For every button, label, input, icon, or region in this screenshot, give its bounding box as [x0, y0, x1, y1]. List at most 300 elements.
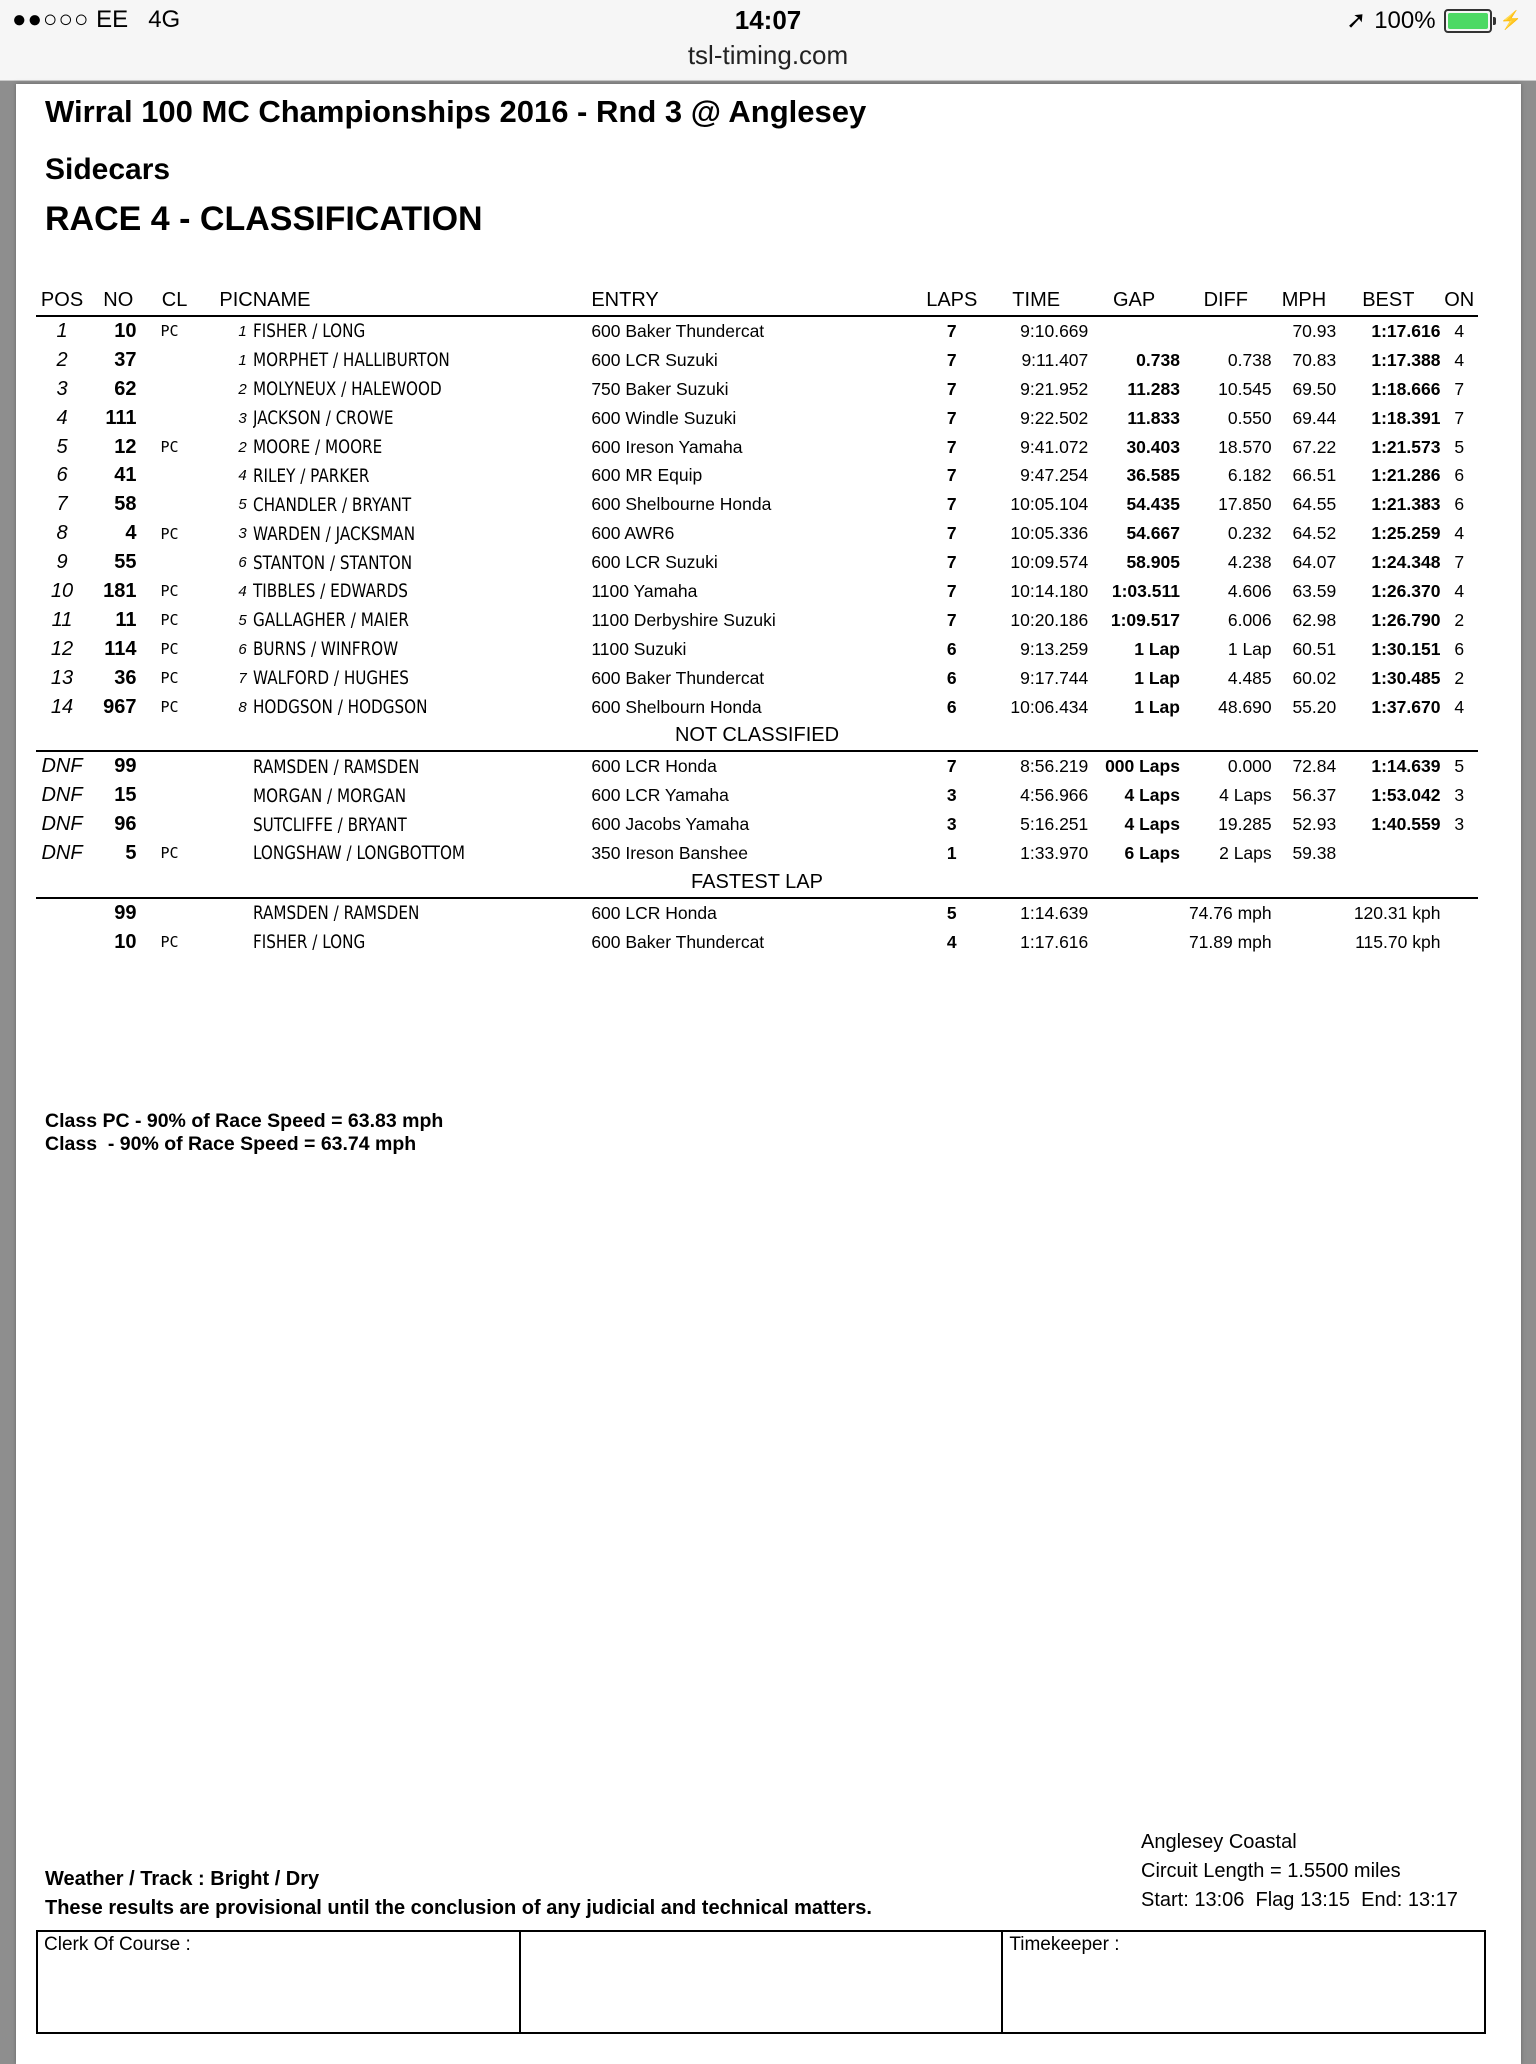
col-header-laps: LAPS — [920, 285, 985, 316]
cell-best-on-lap: 4 — [1454, 523, 1465, 544]
cell-pos: DNF — [41, 784, 83, 807]
cell-diff: 4.238 — [1227, 552, 1272, 573]
cell-gap: 6 Laps — [1124, 842, 1180, 863]
cell-time: 10:14.180 — [1010, 580, 1089, 601]
cell-laps: 7 — [946, 320, 957, 341]
cell-class: PC — [160, 582, 179, 601]
cell-pos: 6 — [56, 464, 68, 487]
cell-gap: 1 Lap — [1134, 638, 1180, 659]
circuit-length: Circuit Length = 1.5500 miles — [1141, 1860, 1401, 1882]
cell-pos: 13 — [50, 666, 74, 689]
cell-laps: 7 — [946, 407, 957, 428]
cell-best-on-lap: 4 — [1454, 320, 1465, 341]
cell-best-on-lap: 7 — [1454, 552, 1465, 573]
cell-gap: 11.833 — [1127, 407, 1180, 428]
cell-gap: 1:09.517 — [1110, 609, 1180, 630]
cell-gap: 54.435 — [1126, 494, 1180, 515]
cell-number: 41 — [114, 464, 137, 487]
cell-pos: 4 — [56, 406, 68, 429]
cell-pos: 2 — [56, 348, 68, 371]
cell-best: 1:26.370 — [1371, 580, 1441, 601]
cell-pos: DNF — [41, 841, 83, 864]
cell-class: PC — [160, 611, 179, 630]
cell-laps: 6 — [946, 638, 957, 659]
cell-gap: 11.283 — [1127, 378, 1180, 399]
cell-laps: 7 — [946, 552, 957, 573]
cell-mph: 70.83 — [1292, 349, 1337, 370]
cell-mph: 60.02 — [1292, 667, 1337, 688]
not-classified-label: NOT CLASSIFIED — [36, 721, 1478, 751]
cell-pic: 6 — [238, 554, 247, 572]
cell-pos: 11 — [51, 608, 73, 631]
cell-number: 15 — [114, 784, 137, 807]
cell-class — [149, 781, 201, 810]
cell-time: 10:09.574 — [1010, 552, 1089, 573]
cell-entry: 350 Ireson Banshee — [591, 842, 748, 863]
cell-entry: 600 Ireson Yamaha — [591, 436, 743, 457]
cell-number: 96 — [114, 813, 137, 836]
cell-name: WARDEN / JACKSMAN — [252, 522, 415, 545]
cell-mph: 64.07 — [1292, 552, 1337, 573]
col-header-pos: POS — [36, 285, 88, 316]
col-header-pic: PIC — [201, 285, 253, 316]
cell-entry: 600 LCR Honda — [591, 756, 717, 777]
cell-pos: 10 — [50, 579, 74, 602]
cell-best-on-lap: 2 — [1454, 667, 1465, 688]
cell-number: 4 — [125, 522, 137, 545]
cell-pic — [201, 781, 253, 810]
cell-pic: 2 — [238, 380, 247, 398]
col-header-mph: MPH — [1272, 285, 1337, 316]
cell-mph: 64.52 — [1292, 523, 1337, 544]
cell-class: PC — [160, 640, 179, 659]
table-row — [36, 839, 1478, 868]
cell-pic: 1 — [238, 351, 247, 369]
cell-name: RILEY / PARKER — [252, 464, 370, 487]
cell-pic: 6 — [238, 640, 247, 658]
cell-gap: 1 Lap — [1134, 667, 1180, 688]
cell-pos: DNF — [41, 755, 83, 778]
cell-laps: 7 — [946, 378, 957, 399]
cell-time: 10:05.104 — [1010, 494, 1089, 515]
cell-entry: 1100 Derbyshire Suzuki — [591, 609, 776, 630]
cell-entry: 600 Baker Thundercat — [591, 667, 765, 688]
cell-pic — [201, 839, 253, 868]
cell-pic: 5 — [238, 611, 247, 629]
cell-best-on-lap: 6 — [1454, 494, 1465, 515]
cell-pic: 7 — [238, 669, 247, 687]
cell-laps: 7 — [946, 465, 957, 486]
cell-laps: 7 — [946, 349, 957, 370]
cell-gap: 30.403 — [1126, 436, 1180, 457]
cell-gap: 54.667 — [1126, 523, 1180, 544]
cell-mph: 55.20 — [1292, 696, 1337, 717]
cell-laps: 7 — [946, 523, 957, 544]
cell-number: 99 — [114, 755, 137, 778]
fastest-lap-row — [36, 928, 1478, 957]
battery-percent: 100% — [1374, 6, 1436, 34]
cell-pic — [201, 751, 253, 781]
cell-fastest-lap: 5 — [946, 902, 957, 923]
status-right — [1346, 6, 1522, 35]
cell-time: 10:20.186 — [1010, 609, 1089, 630]
table-row — [36, 548, 1478, 577]
not-classified-rows — [36, 751, 1478, 868]
cell-fastest-mph: 71.89 mph — [1188, 931, 1272, 952]
class-notes — [45, 1110, 443, 1156]
not-classified-divider — [36, 721, 1478, 751]
cell-best: 1:21.573 — [1371, 436, 1441, 457]
cell-number: 58 — [114, 493, 137, 516]
charging-bolt-icon: ⚡ — [1499, 10, 1522, 30]
cell-diff: 4.606 — [1227, 580, 1272, 601]
fastest-lap-rows — [36, 898, 1478, 957]
clock: 14:07 — [734, 5, 802, 35]
table-row — [36, 519, 1478, 548]
cell-class — [149, 490, 201, 519]
cell-pos: 5 — [56, 435, 68, 458]
cell-time: 9:47.254 — [1020, 465, 1089, 486]
table-row — [36, 433, 1478, 462]
cell-class: PC — [160, 322, 179, 341]
cell-fastest-time: 1:14.639 — [1020, 902, 1089, 923]
table-row — [36, 461, 1478, 490]
cell-number: 114 — [104, 637, 137, 660]
cell-class — [149, 810, 201, 839]
col-header-entry: ENTRY — [591, 285, 919, 316]
cell-name: RAMSDEN / RAMSDEN — [252, 755, 420, 778]
cell-name: GALLAGHER / MAIER — [252, 609, 409, 632]
race-times: Start: 13:06 Flag 13:15 End: 13:17 — [1141, 1889, 1458, 1911]
cell-gap: 000 Laps — [1105, 756, 1180, 777]
cell-entry: 600 LCR Suzuki — [591, 349, 718, 370]
cell-name: MOORE / MOORE — [252, 436, 382, 458]
cell-diff: 10.545 — [1218, 378, 1272, 399]
table-row — [36, 693, 1478, 722]
cell-diff: 4 Laps — [1219, 785, 1272, 806]
cell-name: HODGSON / HODGSON — [252, 696, 428, 719]
class-note-other: Class - 90% of Race Speed = 63.74 mph — [45, 1133, 417, 1155]
cell-best-on-lap: 3 — [1454, 785, 1465, 806]
cell-best — [1336, 839, 1440, 868]
cell-fastest-class: PC — [160, 933, 179, 952]
cell-number: 12 — [114, 435, 137, 458]
cell-best-on-lap: 3 — [1454, 814, 1465, 835]
cell-pic — [201, 810, 253, 839]
cell-best-on-lap: 4 — [1454, 349, 1465, 370]
cell-fastest-mph: 74.76 mph — [1188, 902, 1272, 923]
cell-number: 967 — [103, 695, 137, 718]
network-label: 4G — [148, 6, 181, 33]
cell-mph: 59.38 — [1292, 842, 1337, 863]
cell-mph: 63.59 — [1292, 580, 1337, 601]
cell-best-on-lap: 6 — [1454, 465, 1465, 486]
cell-class: PC — [160, 669, 179, 688]
cell-time: 9:17.744 — [1020, 667, 1089, 688]
cell-entry: 600 MR Equip — [591, 465, 703, 486]
cell-number: 111 — [105, 406, 137, 429]
cell-time: 5:16.251 — [1020, 814, 1089, 835]
cell-pic: 1 — [238, 322, 247, 340]
cell-mph: 69.44 — [1292, 407, 1337, 428]
cell-empty — [1440, 928, 1478, 957]
cell-empty — [201, 898, 253, 928]
cell-fastest-name: FISHER / LONG — [252, 931, 366, 954]
cell-gap: 4 Laps — [1124, 785, 1180, 806]
cell-mph: 67.22 — [1292, 436, 1337, 457]
cell-diff: 2 Laps — [1219, 842, 1272, 863]
status-bar — [0, 0, 1536, 81]
cell-class: PC — [160, 524, 179, 543]
fastest-lap-row — [36, 898, 1478, 928]
cell-time: 9:10.669 — [1020, 320, 1089, 341]
cell-pos: 14 — [50, 695, 74, 718]
cell-laps: 1 — [946, 842, 957, 863]
cell-time: 10:06.434 — [1010, 696, 1089, 717]
cell-diff: 0.738 — [1227, 349, 1272, 370]
cell-mph: 70.93 — [1292, 320, 1337, 341]
cell-class: PC — [160, 438, 179, 456]
table-row — [36, 404, 1478, 433]
cell-diff: 1 Lap — [1227, 638, 1272, 659]
cell-mph: 72.84 — [1292, 756, 1337, 777]
weather-track: Weather / Track : Bright / Dry — [45, 1868, 320, 1890]
cell-pos: 7 — [56, 493, 68, 516]
col-header-best: BEST — [1336, 285, 1440, 316]
cell-entry: 1100 Yamaha — [591, 580, 698, 601]
cell-number: 36 — [114, 666, 137, 689]
cell-laps: 7 — [946, 494, 957, 515]
cell-class — [149, 404, 201, 433]
cell-empty — [1440, 898, 1478, 928]
cell-laps: 7 — [946, 436, 957, 457]
cell-best-on-lap — [1440, 839, 1478, 868]
table-row — [36, 810, 1478, 839]
table-row — [36, 490, 1478, 519]
cell-gap: 36.585 — [1126, 465, 1180, 486]
cell-gap: 4 Laps — [1124, 814, 1180, 835]
cell-entry: 750 Baker Suzuki — [591, 378, 729, 399]
cell-diff: 17.850 — [1218, 494, 1272, 515]
cell-class — [149, 548, 201, 577]
cell-time: 9:22.502 — [1020, 407, 1089, 428]
provisional-note: These results are provisional until the conclusion of any judicial and technical matters. — [45, 1897, 872, 1919]
cell-best: 1:37.670 — [1371, 696, 1441, 717]
cell-entry: 600 LCR Yamaha — [591, 785, 729, 806]
table-row — [36, 577, 1478, 606]
cell-pic: 3 — [238, 409, 247, 427]
cell-laps: 3 — [946, 814, 957, 835]
cell-best: 1:18.391 — [1371, 407, 1441, 428]
table-row — [36, 751, 1478, 781]
cell-diff: 4.485 — [1227, 667, 1272, 688]
class-note-pc: Class PC - 90% of Race Speed = 63.83 mph — [45, 1110, 444, 1132]
cell-best: 1:17.388 — [1371, 349, 1441, 370]
cell-laps: 6 — [946, 667, 957, 688]
classified-rows — [36, 316, 1478, 721]
cell-time: 1:33.970 — [1020, 842, 1089, 863]
cell-number: 11 — [115, 608, 137, 631]
cell-best: 1:21.286 — [1371, 465, 1441, 486]
cell-mph: 62.98 — [1292, 609, 1337, 630]
cell-laps: 7 — [946, 580, 957, 601]
cell-pic: 2 — [238, 438, 247, 456]
cell-number: 5 — [125, 841, 137, 864]
cell-best: 1:26.790 — [1371, 609, 1441, 630]
cell-best: 1:25.259 — [1371, 523, 1441, 544]
cell-entry: 600 Shelbourne Honda — [591, 494, 772, 515]
cell-fastest-number: 10 — [114, 930, 137, 953]
cell-fastest-name: RAMSDEN / RAMSDEN — [252, 902, 420, 925]
signature-box — [36, 1930, 1486, 2034]
col-header-name: NAME — [253, 285, 592, 316]
cell-empty — [36, 898, 88, 928]
table-row — [36, 375, 1478, 404]
table-row — [36, 635, 1478, 664]
cell-time: 8:56.219 — [1020, 756, 1089, 777]
cell-best-on-lap: 7 — [1454, 407, 1465, 428]
cell-best: 1:30.485 — [1371, 667, 1441, 688]
cell-pic: 3 — [238, 525, 247, 543]
cell-name: TIBBLES / EDWARDS — [252, 580, 408, 603]
cell-best: 1:17.616 — [1371, 320, 1441, 341]
cell-class: PC — [160, 844, 179, 863]
cell-diff: 0.000 — [1227, 756, 1272, 777]
cell-name: STANTON / STANTON — [252, 551, 412, 574]
cell-time: 10:05.336 — [1010, 523, 1089, 544]
cell-pic: 4 — [238, 582, 247, 600]
timekeeper-field: Timekeeper : — [1009, 1934, 1120, 1955]
cell-best: 1:18.666 — [1371, 378, 1441, 399]
cell-entry: 600 Windle Suzuki — [591, 407, 737, 428]
cell-class — [149, 751, 201, 781]
table-row — [36, 316, 1478, 346]
cell-diff: 18.570 — [1218, 436, 1272, 457]
cell-time: 9:11.407 — [1021, 349, 1089, 370]
cell-pos: 12 — [50, 637, 74, 660]
cell-time: 9:41.072 — [1020, 436, 1089, 457]
circuit-info — [1141, 1828, 1458, 1915]
cell-time: 9:13.259 — [1020, 638, 1089, 659]
cell-name: CHANDLER / BRYANT — [252, 493, 411, 516]
cell-gap: 1:03.511 — [1111, 580, 1180, 601]
col-header-number: NO — [88, 285, 148, 316]
cell-pos: DNF — [41, 813, 83, 836]
cell-name: MORPHET / HALLIBURTON — [252, 349, 450, 372]
cell-best: 1:24.348 — [1371, 552, 1441, 573]
cell-name: FISHER / LONG — [252, 320, 366, 343]
cell-fastest-entry: 600 Baker Thundercat — [591, 931, 765, 952]
cell-best-on-lap: 6 — [1454, 638, 1465, 659]
cell-number: 62 — [114, 377, 137, 400]
cell-best-on-lap: 4 — [1454, 580, 1465, 601]
table-row — [36, 781, 1478, 810]
cell-fastest-lap: 4 — [946, 931, 957, 952]
cell-best: 1:14.639 — [1371, 756, 1441, 777]
cell-best: 1:30.151 — [1371, 638, 1441, 659]
cell-laps: 7 — [946, 756, 957, 777]
cell-best: 1:53.042 — [1371, 785, 1441, 806]
cell-entry: 600 Baker Thundercat — [591, 320, 765, 341]
cell-number: 181 — [103, 579, 137, 602]
cell-laps: 3 — [946, 785, 957, 806]
location-arrow-icon: ➚ — [1346, 7, 1367, 34]
cell-empty — [201, 928, 253, 957]
cell-number: 37 — [114, 348, 137, 371]
results-table — [36, 285, 1478, 957]
col-header-gap: GAP — [1088, 285, 1180, 316]
cell-best-on-lap: 4 — [1454, 696, 1465, 717]
cell-name: MORGAN / MORGAN — [252, 784, 406, 807]
fastest-lap-divider — [36, 868, 1478, 898]
cell-class: PC — [160, 698, 179, 717]
cell-name: SUTCLIFFE / BRYANT — [252, 813, 407, 836]
cell-class — [149, 346, 201, 375]
cell-fastest-class — [149, 898, 201, 928]
cell-fastest-time: 1:17.616 — [1020, 931, 1089, 952]
cell-mph: 52.93 — [1292, 814, 1337, 835]
col-header-best-on-lap: ON — [1440, 285, 1478, 316]
table-row — [36, 664, 1478, 693]
cell-mph: 66.51 — [1292, 465, 1337, 486]
clerk-of-course-field: Clerk Of Course : — [38, 1932, 521, 2032]
fastest-lap-label: FASTEST LAP — [36, 868, 1478, 898]
cell-pic: 5 — [238, 496, 247, 514]
class-subtitle: Sidecars — [45, 153, 171, 186]
cell-diff: 19.285 — [1218, 814, 1272, 835]
cell-name: JACKSON / CROWE — [252, 407, 394, 430]
address-bar-url[interactable]: tsl-timing.com — [687, 40, 849, 70]
cell-number: 10 — [114, 319, 137, 342]
cell-diff: 48.690 — [1218, 696, 1272, 717]
race-heading: RACE 4 - CLASSIFICATION — [45, 200, 483, 238]
cell-entry: 600 AWR6 — [591, 523, 675, 544]
battery-icon — [1444, 9, 1492, 33]
cell-name: WALFORD / HUGHES — [252, 667, 409, 690]
cell-class — [149, 375, 201, 404]
cell-name: BURNS / WINFROW — [252, 638, 398, 661]
cell-name: LONGSHAW / LONGBOTTOM — [252, 842, 465, 865]
cell-empty — [36, 928, 88, 957]
cell-entry: 600 LCR Suzuki — [591, 552, 718, 573]
cell-pic: 8 — [238, 698, 247, 716]
cell-fastest-number: 99 — [114, 901, 137, 924]
cell-gap: 1 Lap — [1134, 696, 1180, 717]
cell-class — [149, 461, 201, 490]
signal-icon: ●●○○○ — [12, 6, 90, 33]
cell-mph: 56.37 — [1292, 785, 1337, 806]
cell-diff: 6.182 — [1227, 465, 1272, 486]
signature-blank — [521, 1932, 1004, 2032]
cell-time: 4:56.966 — [1020, 785, 1089, 806]
cell-best-on-lap: 5 — [1454, 756, 1465, 777]
cell-gap: 0.738 — [1136, 349, 1180, 370]
cell-diff — [1180, 316, 1272, 346]
cell-pos: 8 — [56, 522, 68, 545]
cell-pos: 1 — [56, 319, 68, 342]
col-header-diff: DIFF — [1180, 285, 1272, 316]
cell-mph: 64.55 — [1292, 494, 1337, 515]
cell-diff: 0.550 — [1227, 407, 1272, 428]
cell-best: 1:21.383 — [1371, 494, 1441, 515]
cell-mph: 60.51 — [1292, 638, 1337, 659]
col-header-time: TIME — [984, 285, 1088, 316]
cell-entry: 600 Shelbourn Honda — [591, 696, 762, 717]
header-row — [36, 285, 1478, 316]
cell-gap — [1088, 316, 1180, 346]
cell-time: 9:21.952 — [1020, 378, 1089, 399]
table-row — [36, 346, 1478, 375]
